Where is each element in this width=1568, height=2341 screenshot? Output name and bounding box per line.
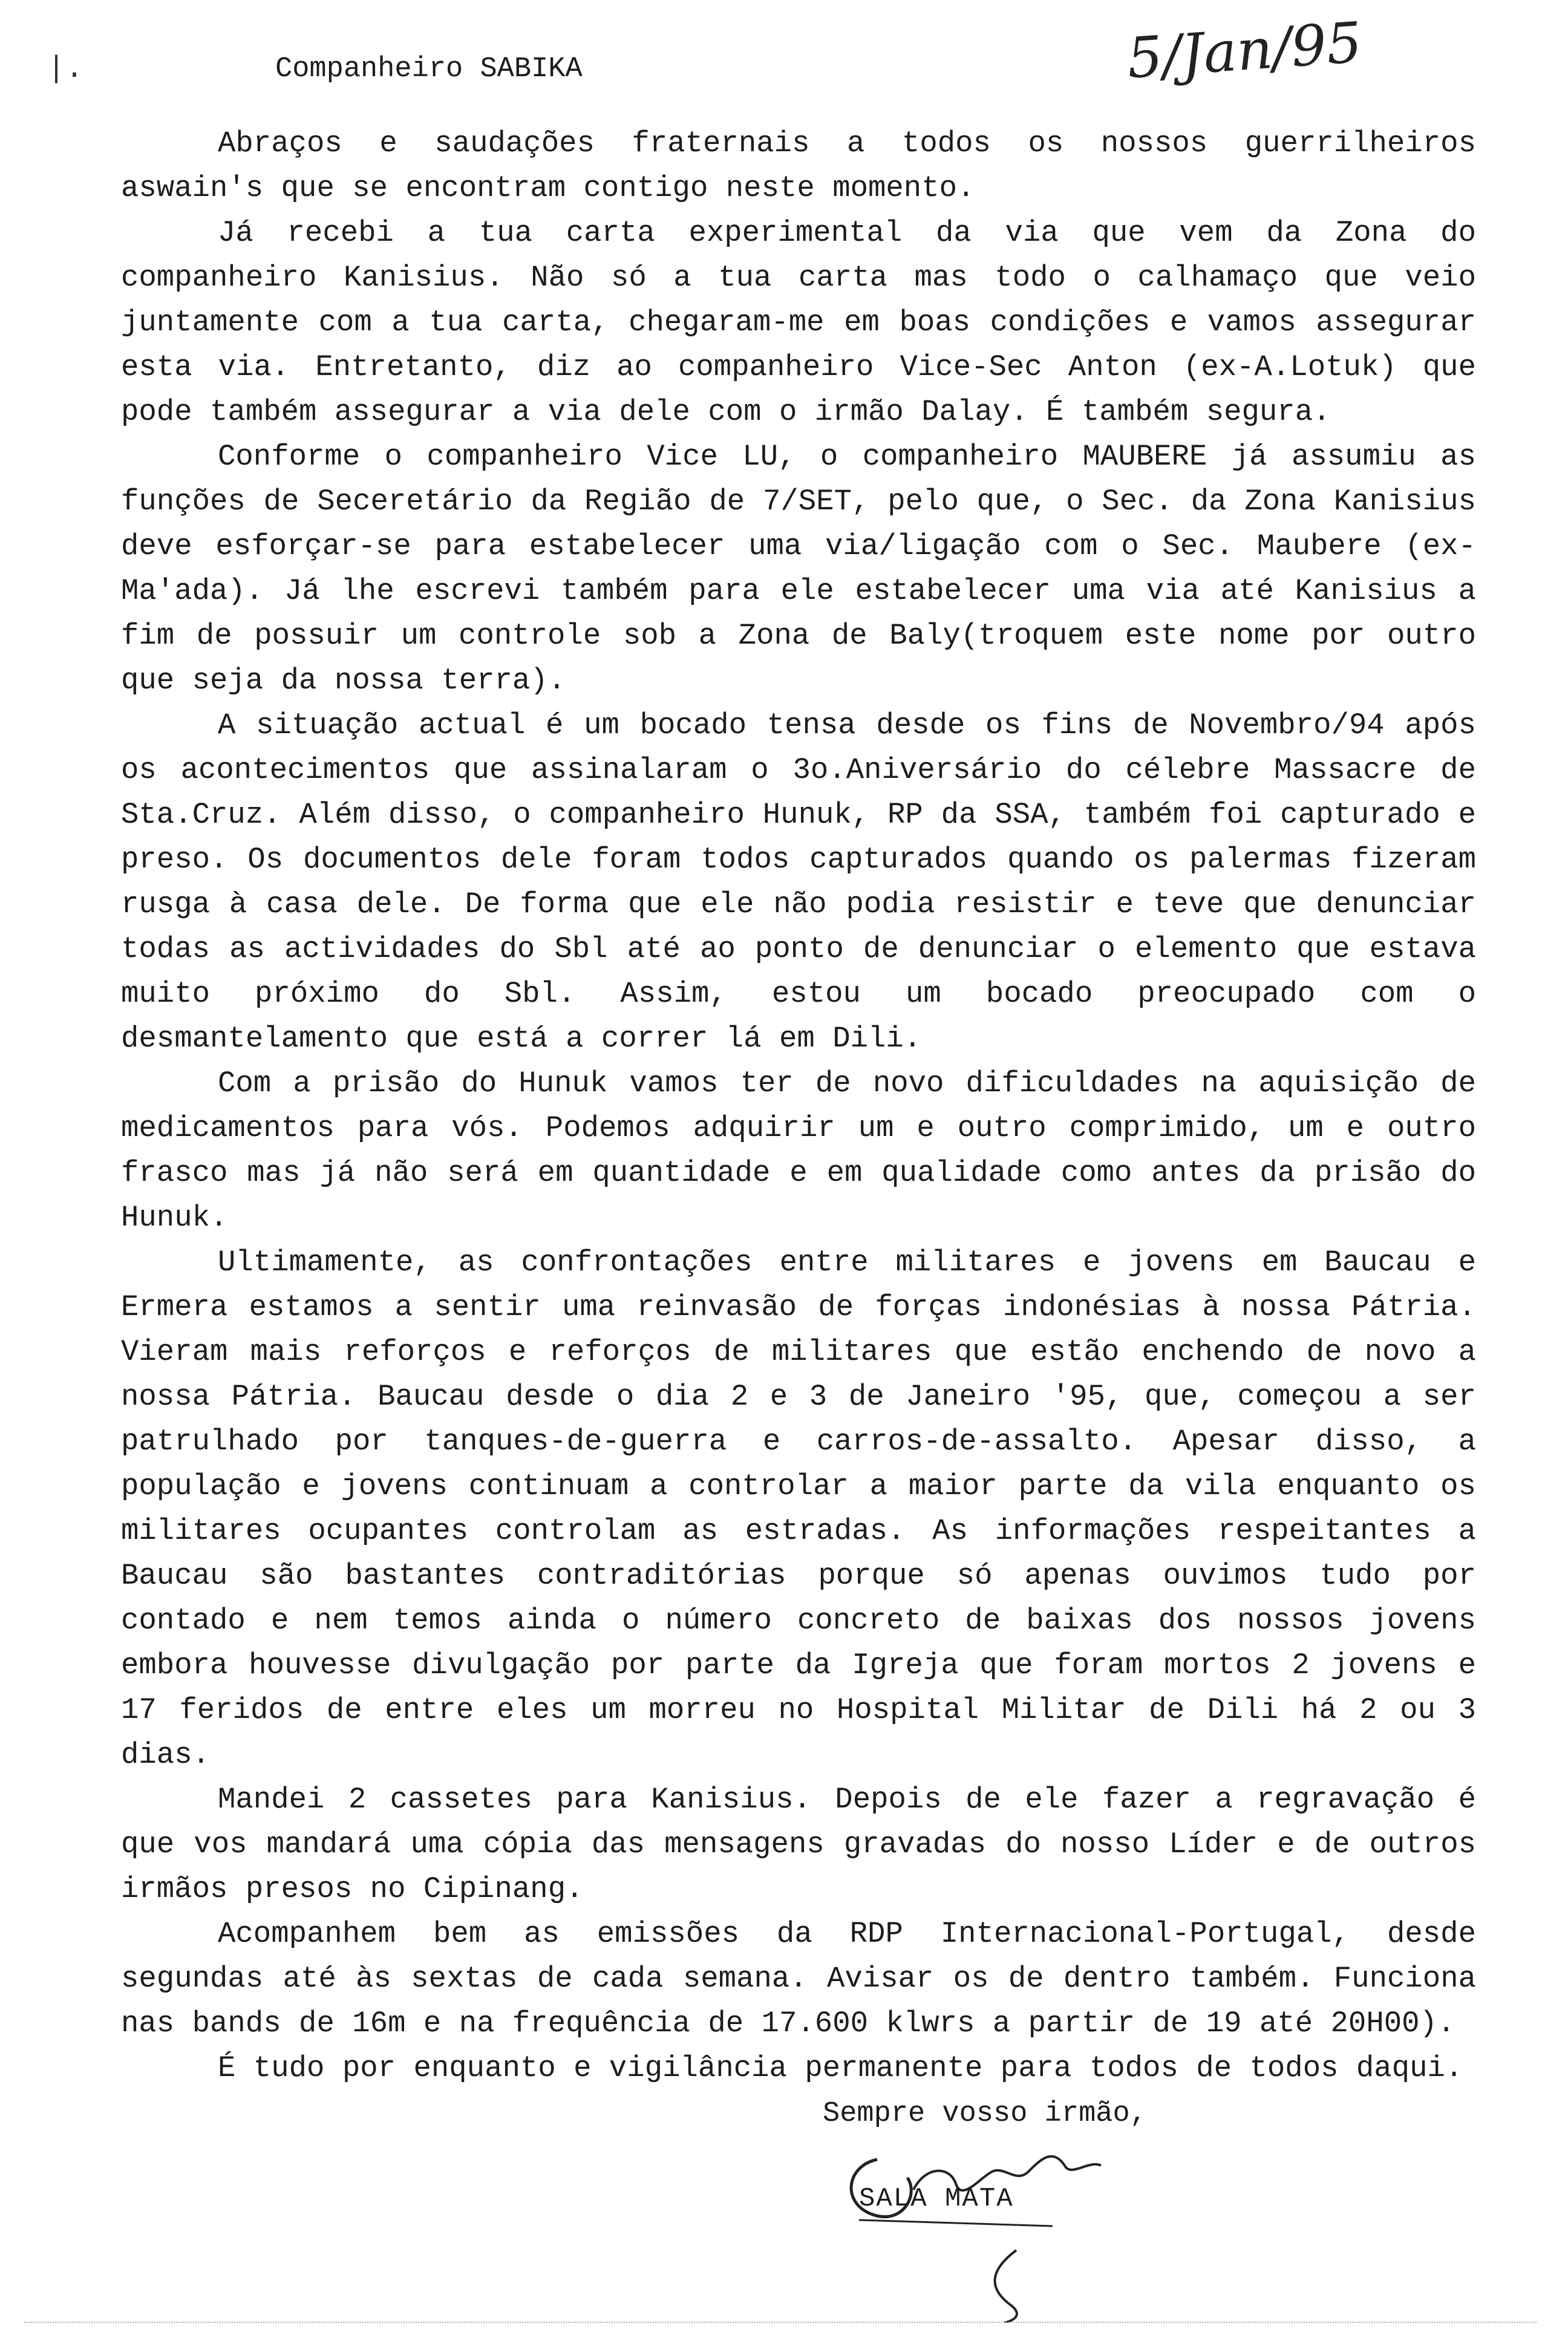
typed-signature: SALA MATA [859,2184,1014,2214]
paragraph-4: A situação actual é um bocado tensa desde os fins de Novembro/94 após os acontecimentos que assinalaram o 3o.Aniversário do célebre Massacre de Sta.Cruz. Além disso, o companheiro Hunuk, RP da SSA, também foi capturado e preso. Os documentos dele foram todos capturados quando os palermas fizeram rusga à casa dele. De forma que ele não podia resistir e teve que denunciar todas as actividades do Sbl até ao ponto de denunciar o elemento que estava muito próximo do Sbl. Assim, estou um bocado preocupado com o desmantelamento que está a correr lá em Dili. [121,708,1476,1056]
handwritten-date: 5/Jan/95 [1125,10,1365,91]
margin-mark: |. [47,52,84,87]
letter-body [121,121,1476,2091]
signature-scribble [835,2123,1149,2323]
paragraph-2: Já recebi a tua carta experimental da via que vem da Zona do companheiro Kanisius. Não só a tua carta mas todo o calhamaço que veio juntamente com a tua carta, chegaram-me em boas condições e vamos assegurar esta via. Entretanto, diz ao companheiro Vice-Sec Anton (ex-A.Lotuk) que pode também assegurar a via dele com o irmão Dalay. É também segura. [121,216,1476,429]
paragraph-1: Abraços e saudações fraternais a todos os nossos guerrilheiros aswain's que se encontram contigo neste momento. [121,126,1476,205]
scan-edge-line [24,2322,1537,2323]
paragraph-7: Mandei 2 cassetes para Kanisius. Depois de ele fazer a regravação é que vos mandará uma cópia das mensagens gravadas do nosso Líder e de outros irmãos presos no Cipinang. [121,1783,1476,1906]
paragraph-5: Com a prisão do Hunuk vamos ter de novo dificuldades na aquisição de medicamentos para vós. Podemos adquirir um e outro comprimido, um e outro frasco mas já não será em quantidade e em qualidade como antes da prisão do Hunuk. [121,1066,1476,1235]
paragraph-8: Acompanhem bem as emissões da RDP Internacional-Portugal, desde segundas até às sextas de cada semana. Avisar os de dentro também. Funciona nas bands de 16m e na frequência de 17.600 klwrs a partir de 19 até 20H00). [121,1917,1476,2040]
salutation: Companheiro SABIKA [275,53,583,85]
paragraph-3: Conforme o companheiro Vice LU, o companheiro MAUBERE já assumiu as funções de Seceretário da Região de 7/SET, pelo que, o Sec. da Zona Kanisius deve esforçar-se para estabelecer uma via/ligação com o Sec. Maubere (ex-Ma'ada). Já lhe escrevi também para ele estabelecer uma via até Kanisius a fim de possuir um controle sob a Zona de Baly(troquem este nome por outro que seja da nossa terra). [121,440,1476,697]
paragraph-6: Ultimamente, as confrontações entre militares e jovens em Baucau e Ermera estamos a sentir uma reinvasão de forças indonésias à nossa Pátria. Vieram mais reforços e reforços de militares que estão enchendo de novo a nossa Pátria. Baucau desde o dia 2 e 3 de Janeiro '95, que, começou a ser patrulhado por tanques-de-guerra e carros-de-assalto. Apesar disso, a população e jovens continuam a controlar a maior parte da vila enquanto os militares ocupantes controlam as estradas. As informações respeitantes a Baucau são bastantes contraditórias porque só apenas ouvimos tudo por contado e nem temos ainda o número concreto de baixas dos nossos jovens embora houvesse divulgação por parte da Igreja que foram mortos 2 jovens e 17 feridos de entre eles um morreu no Hospital Militar de Dili há 2 ou 3 dias. [121,1246,1476,1772]
paragraph-9: É tudo por enquanto e vigilância permanente para todos de todos daqui. [218,2051,1463,2085]
closing-line: Sempre vosso irmão, [823,2098,1147,2130]
